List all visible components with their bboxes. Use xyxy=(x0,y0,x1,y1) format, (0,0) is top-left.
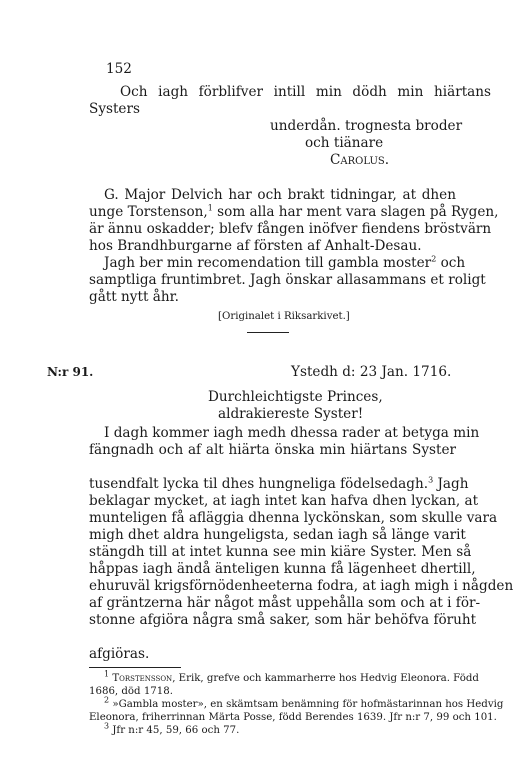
signature-line: och tiänare xyxy=(305,135,384,151)
salutation-line: aldrakiereste Syster! xyxy=(218,406,364,422)
footnote-divider xyxy=(89,667,181,668)
section-divider xyxy=(247,332,289,333)
paragraph-line: samptliga fruntimbret. Jagh önskar allasammans et roligt xyxy=(89,272,486,288)
paragraph-line: är ännu oskadder; blefv fången inöfver fiendens bröstvärn xyxy=(89,221,492,237)
paragraph-line: fängnadh och af alt hiärta önska min hiärtans Syster xyxy=(89,442,456,458)
letter-dateline: Ystedh d: 23 Jan. 1716. xyxy=(291,364,452,380)
paragraph-line: stängdh till at intet kunna see min kiäre Syster. Men så xyxy=(89,544,472,560)
footnote-ref: 2 xyxy=(431,254,437,264)
footnote: Eleonora, friherrinnan Märta Posse, född Berendes 1639. Jfr n:r 7, 99 och 101. xyxy=(89,712,497,723)
salutation-line: Durchleichtigste Princes, xyxy=(208,389,383,405)
paragraph-line: gått nytt åhr. xyxy=(89,289,179,305)
signature-name: Carolus. xyxy=(330,152,390,168)
letter-closing-line: Systers xyxy=(89,101,140,117)
paragraph-line: stonne afgiöra några små saker, som här behöfva föruht xyxy=(89,612,477,628)
page-number: 152 xyxy=(106,61,132,77)
paragraph-line: af gräntzerna här något måst uppehålla som och at i för- xyxy=(89,595,481,611)
paragraph-line: ehuruväl krigsförnödenheeterna fodra, at iagh migh i någden xyxy=(89,578,514,594)
paragraph-line: Jagh ber min recomendation till gambla moster$^2$ och xyxy=(104,254,466,271)
source-note: [Originalet i Riksarkivet.] xyxy=(218,311,350,322)
paragraph-line: håppas iagh ändå änteligen kunna få lägenheet dhertill, xyxy=(89,561,476,577)
paragraph-line: beklagar mycket, at iagh intet kan hafva dhen lyckan, at xyxy=(89,493,479,509)
paragraph-line: G. Major Delvich har och brakt tidningar, at dhen xyxy=(104,187,456,203)
footnote: 1686, död 1718. xyxy=(89,686,173,697)
paragraph-line: hos Brandhburgarne af försten af Anhalt-Desau. xyxy=(89,238,422,254)
letter-number: N:r 91. xyxy=(47,365,94,379)
paragraph-line: tusendfalt lycka til dhes hungneliga födelsedagh.$^3$ Jagh xyxy=(89,475,469,492)
paragraph-line: migh dhet aldra hungeligsta, sedan iagh så länge varit xyxy=(89,527,466,543)
footnote: $^3$ Jfr n:r 45, 59, 66 och 77. xyxy=(104,721,240,736)
paragraph-line: unge Torstenson,$^1$ som alla har ment vara slagen på Rygen, xyxy=(89,203,499,220)
footnote: $^2$ »Gambla moster», en skämtsam benämning för hofmästarinnan hos Hedvig xyxy=(104,695,504,710)
signature-line: underdån. trognesta broder xyxy=(270,118,463,134)
letter-closing-line: Och iagh förblifver intill min dödh min hiärtans xyxy=(120,84,491,100)
paragraph-line: munteligen få afläggia dhenna lyckönskan, som skulle vara xyxy=(89,510,498,526)
paragraph-line: afgiöras. xyxy=(89,646,150,662)
footnote-ref: 1 xyxy=(207,203,213,213)
footnote-ref: 3 xyxy=(428,475,434,485)
paragraph-line: I dagh kommer iagh medh dhessa rader at betyga min xyxy=(104,425,480,441)
footnote: $^1$ Torstensson, Erik, grefve och kammarherre hos Hedvig Eleonora. Född xyxy=(104,669,479,684)
